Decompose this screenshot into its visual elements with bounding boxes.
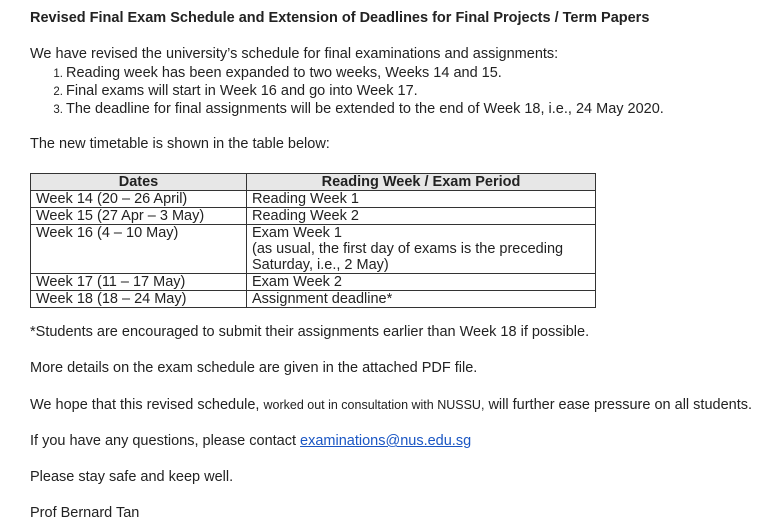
date-cell: Week 15 (27 Apr – 3 May) [31,208,247,225]
period-cell [247,274,596,291]
changes-list [30,64,664,118]
list-number: 2. [53,86,63,98]
list-item [30,100,664,118]
hope-text-end: will further ease pressure on all students. [488,397,753,413]
list-number: 1. [53,68,63,80]
header-dates: Dates [31,174,247,191]
table-row [31,291,596,308]
footnote-text: *Students are encouraged to submit their assignments earlier than Week 18 if possible. [30,324,590,340]
period-cell [247,225,596,274]
hope-paragraph [30,397,752,413]
list-item [30,82,664,100]
contact-paragraph [30,433,471,449]
period-line: Exam Week 2 [252,274,342,290]
table-header-row [31,174,596,191]
period-cell [247,208,596,225]
period-line: Exam Week 1 [252,225,342,241]
period-line: (as usual, the first day of exams is the preceding [252,241,564,257]
period-line: Assignment deadline* [252,291,393,307]
list-text: Reading week has been expanded to two weeks, Weeks 14 and 15. [66,65,502,81]
signature: Prof Bernard Tan [30,505,140,521]
list-text: Final exams will start in Week 16 and go into Week 17. [66,83,418,99]
list-number: 3. [53,104,63,116]
period-cell [247,291,596,308]
date-cell: Week 17 (11 – 17 May) [31,274,247,291]
contact-email-link[interactable]: examinations@nus.edu.sg [300,433,472,449]
table-row [31,274,596,291]
period-line: Reading Week 2 [252,208,359,224]
period-line: Saturday, i.e., 2 May) [252,257,389,273]
details-text: More details on the exam schedule are given in the attached PDF file. [30,360,478,376]
table-row [31,208,596,225]
intro-text: We have revised the university’s schedule for final examinations and assignments: [30,46,559,62]
date-cell: Week 18 (18 – 24 May) [31,291,247,308]
period-line: Reading Week 1 [252,191,359,207]
hope-text-middle: worked out in consultation with NUSSU, [263,398,485,412]
list-item [30,64,664,82]
closing-text: Please stay safe and keep well. [30,469,234,485]
announcement-title: Revised Final Exam Schedule and Extension of Deadlines for Final Projects / Term Papers [30,10,650,26]
hope-text-start: We hope that this revised schedule, [30,397,260,413]
date-cell: Week 14 (20 – 26 April) [31,191,247,208]
table-row [31,191,596,208]
contact-text: If you have any questions, please contact [30,433,297,449]
table-lead-text: The new timetable is shown in the table below: [30,136,330,152]
period-cell [247,191,596,208]
table-row [31,225,596,274]
date-cell: Week 16 (4 – 10 May) [31,225,247,274]
header-period: Reading Week / Exam Period [247,174,596,191]
list-text: The deadline for final assignments will be extended to the end of Week 18, i.e., 24 May 2020. [66,101,664,117]
timetable [30,173,596,308]
